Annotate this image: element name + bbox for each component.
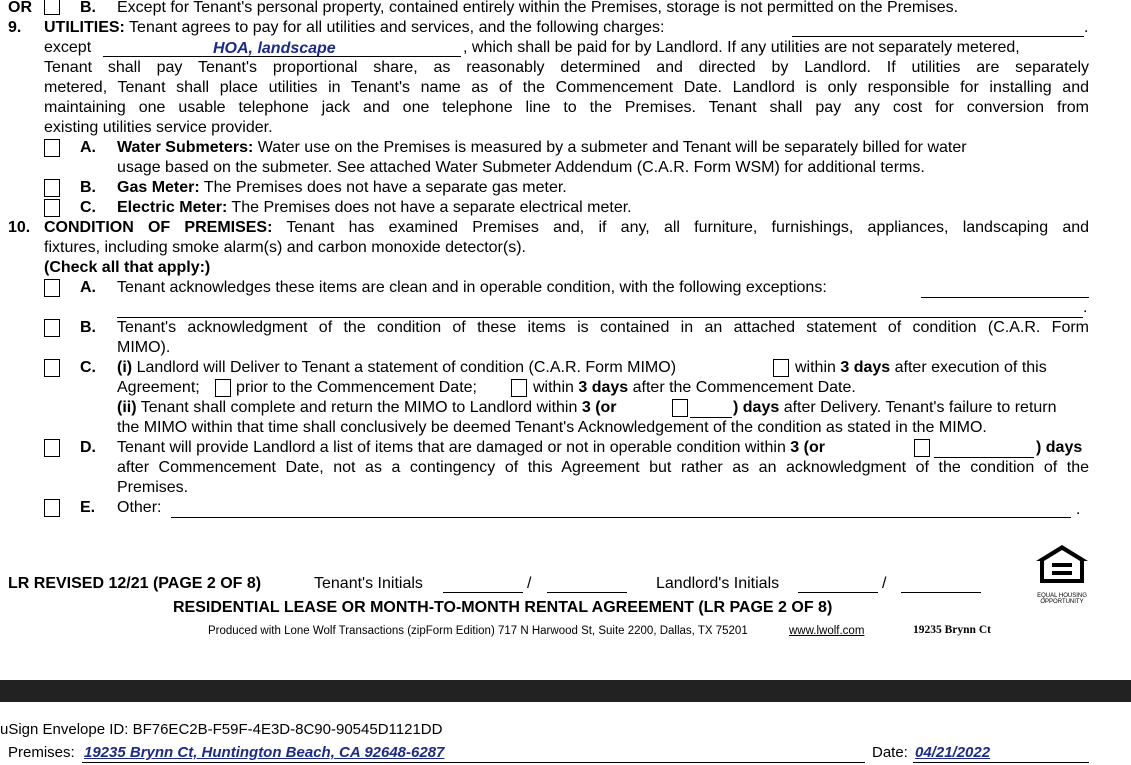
checkbox-water-submeters[interactable] [44, 139, 60, 157]
damaged-list-line-1 [117, 438, 825, 458]
days-close: ) days [733, 399, 780, 416]
water-submeters-line-2: usage based on the submeter. See attached Water Submeter Addendum (C.A.R. Form WSM) for additional terms. [117, 159, 925, 176]
within-text: within [795, 359, 836, 376]
utilities-line-2: , which shall be paid for by Landlord. If any utilities are not separately metered, [463, 39, 1020, 56]
damaged-list-line-2: after Commencement Date, not as a contingency of this Agreement but rather as an acknowledgment of the condition of the [117, 459, 1089, 476]
damaged-list-line-3: Premises. [117, 479, 189, 496]
premises-label: Premises: [8, 744, 75, 761]
lwolf-link[interactable]: www.lwolf.com [789, 625, 865, 637]
deliver-line-1-end [795, 358, 1047, 378]
utilities-line-3: Tenant shall pay Tenant's proportional share, as reasonably determined and directed by Landlord. If utilities are separately [44, 59, 1089, 76]
checkbox-storage-b[interactable] [44, 0, 60, 15]
checkbox-electric-meter[interactable] [44, 199, 60, 217]
checkbox-other[interactable] [44, 499, 60, 517]
deliver-text: Landlord will Deliver to Tenant a statement of condition (C.A.R. Form MIMO) [136, 359, 677, 376]
premises-value[interactable]: 19235 Brynn Ct, Huntington Beach, CA 92648-6287 [84, 744, 445, 761]
checkbox-landlord-deliver[interactable] [44, 359, 60, 377]
tenant-initials-label: Tenant's Initials [314, 575, 423, 592]
after-execution-text: after execution of this [894, 359, 1047, 376]
premises-field-line [82, 762, 865, 763]
except-field-value[interactable]: HOA, landscape [213, 40, 336, 57]
item-letter: A. [80, 279, 96, 296]
gas-meter-title: Gas Meter: [117, 179, 200, 196]
section-number: 9. [8, 19, 22, 36]
checkbox-damaged-days[interactable] [914, 439, 930, 457]
electric-meter-title: Electric Meter: [117, 199, 228, 216]
after-commencement-text: after the Commencement Date. [632, 379, 856, 396]
mimo-return-line-2: the MIMO within that time shall conclusively be deemed Tenant's Acknowledgement of the condition as stated in the MIMO. [117, 419, 987, 436]
water-submeters-title: Water Submeters: [117, 139, 254, 156]
within-text: within [533, 379, 574, 396]
electric-meter-text: The Premises does not have a separate electrical meter. [231, 199, 632, 216]
days-close: ) days [1036, 439, 1083, 456]
water-submeters-text: Water use on the Premises is measured by a submeter and Tenant will be separately billed for water [257, 139, 967, 156]
mimo-return-line-1 [117, 398, 617, 418]
prior-commencement-text: prior to the Commencement Date; [236, 379, 477, 396]
gas-meter-text: The Premises does not have a separate gas meter. [203, 179, 567, 196]
period: . [1084, 19, 1089, 36]
condition-line-1 [44, 218, 1089, 238]
form-title: RESIDENTIAL LEASE OR MONTH-TO-MONTH RENTAL AGREEMENT (LR PAGE 2 OF 8) [173, 599, 833, 616]
mimo-return-text: Tenant shall complete and return the MIMO to Landlord within [140, 399, 578, 416]
utilities-line-1 [44, 18, 664, 38]
mimo-return-line-1-end [733, 398, 1057, 418]
utilities-line-6: existing utilities service provider. [44, 119, 273, 136]
three-or: 3 (or [581, 399, 617, 416]
checkbox-attached-statement[interactable] [44, 319, 60, 337]
damaged-list-text: Tenant will provide Landlord a list of items that are damaged or not in operable condition within [117, 439, 786, 456]
checkbox-gas-meter[interactable] [44, 179, 60, 197]
electric-meter-line [117, 198, 632, 218]
item-letter: B. [80, 319, 96, 336]
attached-statement-line-2: MIMO). [117, 339, 171, 356]
house-icon [1030, 543, 1094, 587]
period: . [1076, 501, 1081, 518]
condition-intro: Tenant has examined Premises and, if any, all furniture, furnishings, appliances, landscaping and [286, 219, 1090, 236]
condition-line-2: fixtures, including smoke alarm(s) and carbon monoxide detector(s). [44, 239, 526, 256]
three-days: 3 days [578, 379, 629, 396]
equal-housing-logo [1030, 543, 1094, 603]
deliver-line-1 [117, 358, 676, 378]
mimo-failure-text: after Delivery. Tenant's failure to return [783, 399, 1057, 416]
initials-slash: / [527, 575, 532, 592]
date-field-line [913, 762, 1089, 763]
period: . [1083, 299, 1088, 316]
page-separator-band [0, 680, 1131, 702]
utilities-title: UTILITIES: [44, 19, 125, 36]
exceptions-line-1[interactable] [921, 297, 1089, 298]
tenant-initials-field-1[interactable] [443, 592, 523, 593]
item-letter: B. [80, 179, 96, 196]
eho-line-2: OPPORTUNITY [1040, 599, 1084, 605]
clause-i: (i) [117, 359, 133, 376]
date-value[interactable]: 04/21/2022 [915, 744, 991, 761]
item-letter: C. [80, 359, 96, 376]
utilities-intro: Tenant agrees to pay for all utilities and services, and the following charges: [129, 19, 665, 36]
item-letter: B. [80, 0, 96, 16]
checkbox-prior-commencement[interactable] [215, 379, 231, 397]
checkbox-mimo-days[interactable] [672, 399, 688, 417]
utilities-charges-line[interactable] [792, 36, 1084, 37]
other-label: Other: [117, 499, 162, 516]
clause-ii: (ii) [117, 399, 137, 416]
except-label: except [44, 39, 92, 56]
item-letter: A. [80, 139, 96, 156]
revised-label: LR REVISED 12/21 (PAGE 2 OF 8) [8, 575, 262, 592]
utilities-line-4: metered, Tenant shall place utilities in Tenant's name as of the Commencement Date. Landlord is only responsible for installing and [44, 79, 1089, 96]
produced-with-text: Produced with Lone Wolf Transactions (zipForm Edition) 717 N Harwood St, Suite 2200, Dallas, TX 75201 [208, 625, 748, 637]
checkbox-clean-condition[interactable] [44, 279, 60, 297]
other-field-line[interactable] [171, 517, 1071, 518]
checkbox-damaged-list[interactable] [44, 439, 60, 457]
condition-title: CONDITION OF PREMISES: [44, 219, 273, 236]
storage-text: Except for Tenant's personal property, contained entirely within the Premises, storage is not permitted on the Premises. [117, 0, 959, 16]
clean-condition-text: Tenant acknowledges these items are clean and in operable condition, with the following exceptions: [117, 279, 827, 296]
landlord-initials-label: Landlord's Initials [656, 575, 780, 592]
date-label: Date: [872, 744, 908, 761]
water-submeters-line-1 [117, 138, 967, 158]
envelope-id: uSign Envelope ID: BF76EC2B-F59F-4E3D-8C90-90545D1121DD [0, 721, 443, 738]
checkbox-within-3-days-execution[interactable] [773, 359, 789, 377]
or-label: OR [8, 0, 32, 16]
gas-meter-line [117, 178, 567, 198]
checkbox-within-3-days-commencement[interactable] [511, 379, 527, 397]
attached-statement-line-1: Tenant's acknowledgment of the condition of these items is contained in an attached statement of condition (C.A.R. Form [117, 319, 1089, 336]
agreement-text: Agreement; [117, 379, 200, 396]
tenant-initials-field-2[interactable] [547, 592, 627, 593]
item-letter: E. [80, 499, 96, 516]
eho-line-1: EQUAL HOUSING [1037, 593, 1087, 599]
initials-slash: / [882, 575, 887, 592]
landlord-initials-field-1[interactable] [798, 592, 878, 593]
item-letter: D. [80, 439, 96, 456]
utilities-line-5: maintaining one usable telephone jack and one telephone line to the Premises. Tenant shall pay any cost for conversion from [44, 99, 1089, 116]
within-after-commencement [533, 378, 856, 398]
item-letter: C. [80, 199, 96, 216]
three-days: 3 days [840, 359, 891, 376]
check-all-note: (Check all that apply:) [44, 259, 211, 276]
footer-address: 19235 Brynn Ct [913, 624, 991, 636]
section-number: 10. [8, 219, 31, 236]
three-or: 3 (or [790, 439, 825, 456]
landlord-initials-field-2[interactable] [901, 592, 981, 593]
